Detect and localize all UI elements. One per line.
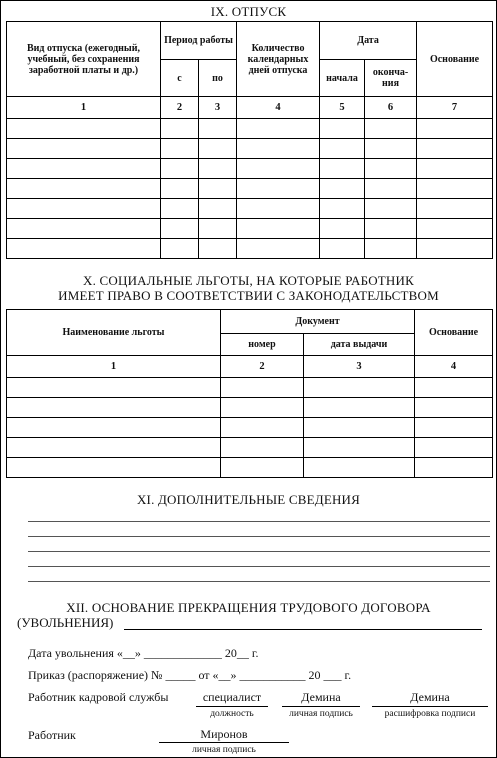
table-cell[interactable] xyxy=(415,378,493,398)
section-9-title: IX. ОТПУСК xyxy=(210,4,287,19)
header-to: по xyxy=(199,60,237,97)
table-cell[interactable] xyxy=(415,398,493,418)
table-cell[interactable] xyxy=(7,219,161,239)
table-row xyxy=(7,199,493,219)
order-field[interactable]: Приказ (распоряжение) № _____ от «__» ___________ 20 ___ г. xyxy=(28,668,352,682)
table-row xyxy=(7,398,493,418)
table-cell[interactable] xyxy=(221,378,304,398)
column-number: 3 xyxy=(304,356,415,378)
table-cell[interactable] xyxy=(365,179,417,199)
table-cell[interactable] xyxy=(7,139,161,159)
table-cell[interactable] xyxy=(199,199,237,219)
table-cell[interactable] xyxy=(365,199,417,219)
header-document-number: номер xyxy=(221,334,304,356)
table-cell[interactable] xyxy=(7,179,161,199)
header-benefit-name: Наименование льготы xyxy=(7,310,221,356)
table-cell[interactable] xyxy=(417,199,493,219)
hr-signature-value[interactable]: Демина xyxy=(301,690,341,704)
column-number: 3 xyxy=(199,97,237,119)
header-work-period: Период работы xyxy=(161,22,237,60)
table-cell[interactable] xyxy=(320,239,365,259)
column-number: 4 xyxy=(415,356,493,378)
table-cell[interactable] xyxy=(7,398,221,418)
table-cell[interactable] xyxy=(7,119,161,139)
table-cell[interactable] xyxy=(199,139,237,159)
dismissal-basis-line[interactable] xyxy=(124,629,482,630)
table-row xyxy=(7,119,493,139)
table-row xyxy=(7,139,493,159)
header-vacation-type: Вид отпуска (ежегодный, учебный, без сохранения заработной платы и др.) xyxy=(7,22,161,97)
table-row xyxy=(7,458,493,478)
section-12-title-line1: XII. ОСНОВАНИЕ ПРЕКРАЩЕНИЯ ТРУДОВОГО ДОГОВОРА xyxy=(66,600,431,615)
hr-name-line xyxy=(372,706,488,707)
table-cell[interactable] xyxy=(417,219,493,239)
header-days-count: Количество календарных дней отпуска xyxy=(237,22,320,97)
table-cell[interactable] xyxy=(237,179,320,199)
header-basis: Основание xyxy=(417,22,493,97)
column-number: 2 xyxy=(221,356,304,378)
table-cell[interactable] xyxy=(365,119,417,139)
header-start: начала xyxy=(320,60,365,97)
table-cell[interactable] xyxy=(237,239,320,259)
table-cell[interactable] xyxy=(221,458,304,478)
blank-line[interactable] xyxy=(28,551,490,552)
table-cell[interactable] xyxy=(237,199,320,219)
table-cell[interactable] xyxy=(161,219,199,239)
table-cell[interactable] xyxy=(417,119,493,139)
table-cell[interactable] xyxy=(417,139,493,159)
hr-employee-label: Работник кадровой службы xyxy=(28,690,169,704)
table-cell[interactable] xyxy=(199,239,237,259)
column-number: 1 xyxy=(7,356,221,378)
table-cell[interactable] xyxy=(415,458,493,478)
hr-name-value[interactable]: Демина xyxy=(410,690,450,704)
table-cell[interactable] xyxy=(237,219,320,239)
table-cell[interactable] xyxy=(199,119,237,139)
column-number: 6 xyxy=(365,97,417,119)
table-cell[interactable] xyxy=(161,179,199,199)
table-cell[interactable] xyxy=(365,139,417,159)
table-cell[interactable] xyxy=(161,159,199,179)
table-cell[interactable] xyxy=(320,159,365,179)
section-10-title-line1: X. СОЦИАЛЬНЫЕ ЛЬГОТЫ, НА КОТОРЫЕ РАБОТНИК xyxy=(83,273,414,288)
employee-label: Работник xyxy=(28,728,76,742)
table-cell[interactable] xyxy=(161,239,199,259)
header-document: Документ xyxy=(221,310,415,334)
table-cell[interactable] xyxy=(320,179,365,199)
table-cell[interactable] xyxy=(161,199,199,219)
table-cell[interactable] xyxy=(320,199,365,219)
blank-line[interactable] xyxy=(28,536,490,537)
employee-signature-caption: личная подпись xyxy=(192,745,256,755)
table-cell[interactable] xyxy=(304,378,415,398)
header-basis: Основание xyxy=(415,310,493,356)
table-row xyxy=(7,179,493,199)
table-cell[interactable] xyxy=(7,239,161,259)
blank-line[interactable] xyxy=(28,581,490,582)
section-12-title-line2: (УВОЛЬНЕНИЯ) xyxy=(17,615,114,630)
table-cell[interactable] xyxy=(237,159,320,179)
table-cell[interactable] xyxy=(304,398,415,418)
table-cell[interactable] xyxy=(221,398,304,418)
table-row xyxy=(7,219,493,239)
table-cell[interactable] xyxy=(237,139,320,159)
caption-signature: личная подпись xyxy=(289,709,353,719)
table-cell[interactable] xyxy=(199,159,237,179)
column-number: 4 xyxy=(237,97,320,119)
hr-signature-line xyxy=(282,706,360,707)
table-cell[interactable] xyxy=(365,159,417,179)
table-cell[interactable] xyxy=(199,179,237,199)
table-cell[interactable] xyxy=(417,159,493,179)
dismissal-date-field[interactable]: Дата увольнения «__» _____________ 20__ г. xyxy=(28,646,259,660)
vacation-table xyxy=(6,21,493,259)
header-issue-date: дата выдачи xyxy=(304,334,415,356)
table-cell[interactable] xyxy=(237,119,320,139)
table-cell[interactable] xyxy=(417,179,493,199)
column-number: 2 xyxy=(161,97,199,119)
table-cell[interactable] xyxy=(320,219,365,239)
table-cell[interactable] xyxy=(7,418,221,438)
table-cell[interactable] xyxy=(415,438,493,458)
blank-line[interactable] xyxy=(28,521,490,522)
table-cell[interactable] xyxy=(161,139,199,159)
employee-signature-value[interactable]: Миронов xyxy=(200,727,248,741)
table-cell[interactable] xyxy=(417,239,493,259)
header-end: оконча-ния xyxy=(365,60,417,97)
section-10-title-line2: ИМЕЕТ ПРАВО В СООТВЕТСТВИИ С ЗАКОНОДАТЕЛЬСТВОМ xyxy=(58,288,439,303)
table-cell[interactable] xyxy=(415,418,493,438)
header-date: Дата xyxy=(320,22,417,60)
table-row xyxy=(7,438,493,458)
blank-line[interactable] xyxy=(28,566,490,567)
table-row xyxy=(7,378,493,398)
table-cell[interactable] xyxy=(365,239,417,259)
table-cell[interactable] xyxy=(304,438,415,458)
column-number: 7 xyxy=(417,97,493,119)
employee-signature-line xyxy=(159,742,289,743)
table-cell[interactable] xyxy=(320,119,365,139)
table-cell[interactable] xyxy=(7,199,161,219)
social-benefits-table xyxy=(6,309,493,478)
table-cell[interactable] xyxy=(199,219,237,239)
column-number: 1 xyxy=(7,97,161,119)
caption-name: расшифровка подписи xyxy=(384,709,476,719)
header-from: с xyxy=(161,60,199,97)
table-row xyxy=(7,239,493,259)
table-cell[interactable] xyxy=(161,119,199,139)
column-number: 5 xyxy=(320,97,365,119)
table-row xyxy=(7,159,493,179)
hr-position-value[interactable]: специалист xyxy=(202,690,262,704)
table-cell[interactable] xyxy=(7,378,221,398)
caption-position: должность xyxy=(210,709,254,719)
table-cell[interactable] xyxy=(7,438,221,458)
table-cell[interactable] xyxy=(221,418,304,438)
table-cell[interactable] xyxy=(365,219,417,239)
table-cell[interactable] xyxy=(7,458,221,478)
table-cell[interactable] xyxy=(320,139,365,159)
table-cell[interactable] xyxy=(221,438,304,458)
section-11-title: XI. ДОПОЛНИТЕЛЬНЫЕ СВЕДЕНИЯ xyxy=(136,492,361,507)
table-cell[interactable] xyxy=(304,458,415,478)
table-cell[interactable] xyxy=(7,159,161,179)
hr-position-line xyxy=(196,706,268,707)
table-row xyxy=(7,418,493,438)
table-cell[interactable] xyxy=(304,418,415,438)
